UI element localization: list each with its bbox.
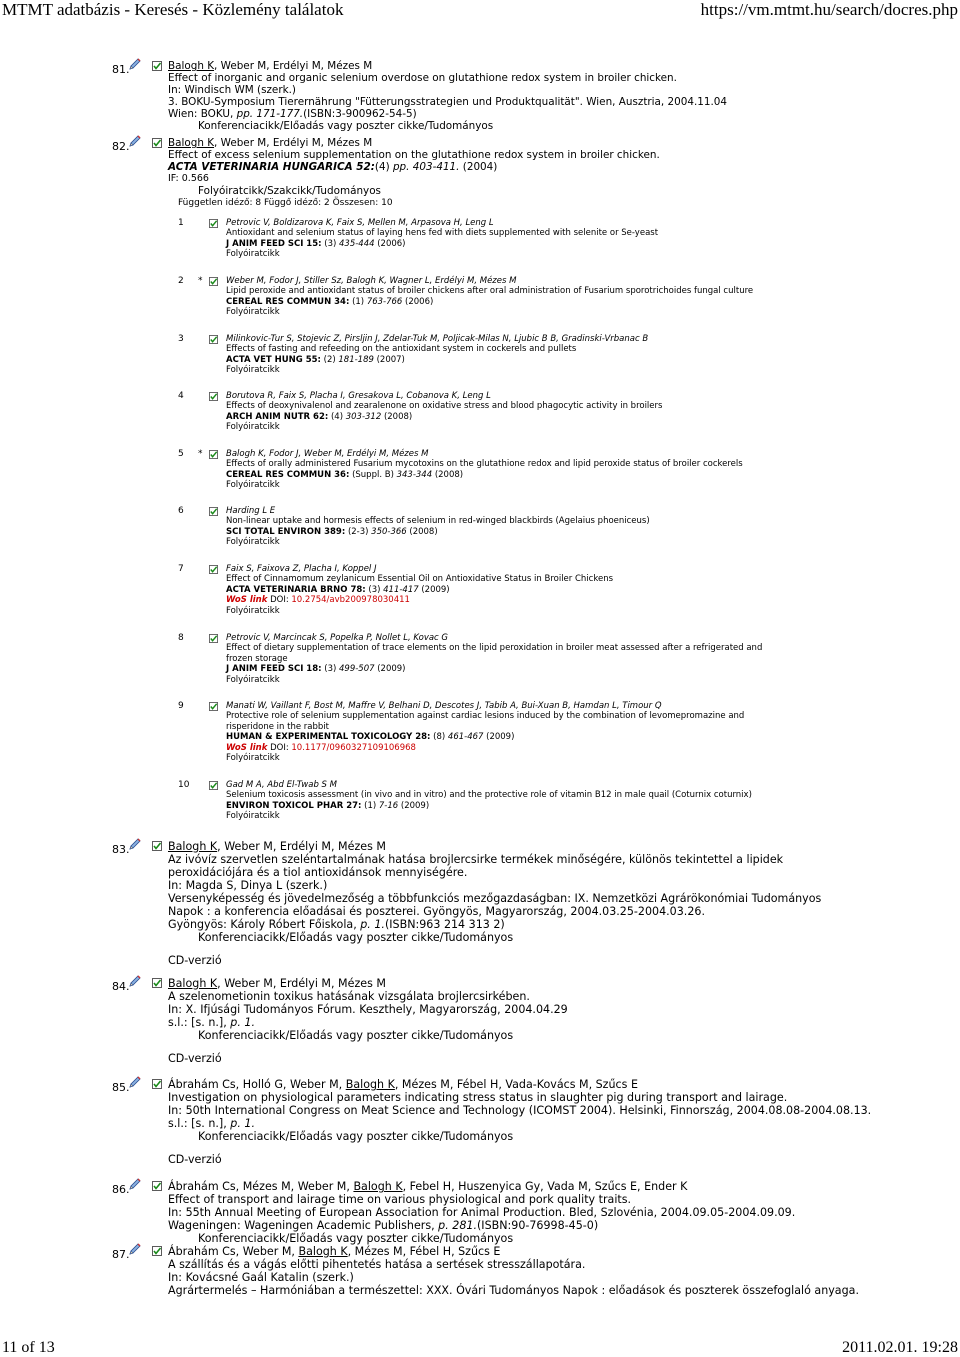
checked-box-icon[interactable] [152, 1181, 162, 1191]
publication-entry [112, 60, 847, 135]
citation-item [178, 701, 768, 776]
citation-journal: J ANIM FEED SCI 15: (3) 435-444 (2006) [226, 238, 406, 249]
citation-journal: CEREAL RES COMMUN 36: (Suppl. B) 343-344 (2008) [226, 469, 464, 480]
citation-authors: Faix S, Faixova Z, Placha I, Koppel J [226, 564, 377, 574]
citation-title: Non-linear uptake and hormesis effects of selenium in red-winged blackbirds (Agelaius phoeniceus) [226, 516, 650, 527]
entry-conference: In: 50th International Congress on Meat Science and Technology (ICOMST 2004). Helsinki, Finnország, 2004.08.08-2004.08.13. [168, 1104, 872, 1117]
entry-conference: Agrártermelés – Harmóniában a természettel: XXX. Óvári Tudományos Napok : előadások és poszterek összefoglaló anyaga. [168, 1284, 859, 1297]
entry-publisher: Wien: BOKU, pp. 171-177.(ISBN:3-900962-54-5) [168, 108, 417, 120]
entry-authors: Balogh K, Weber M, Erdélyi M, Mézes M [168, 60, 373, 72]
citation-journal: CEREAL RES COMMUN 34: (1) 763-766 (2006) [226, 296, 434, 307]
impact-factor: IF: 0.566 [168, 173, 209, 184]
author-link[interactable]: Balogh K [168, 60, 215, 72]
entry-number: 86. [112, 1183, 130, 1196]
entry-title: A szállítás és a vágás előtti pihentetés hatása a sertések stresszállapotára. [168, 1258, 586, 1271]
publication-entry [112, 1245, 859, 1297]
entry-number: 85. [112, 1081, 130, 1094]
citation-number: 2 [178, 276, 184, 286]
entry-title: Investigation on physiological parameters indicating stress status in slaughter pig during transport and lairage. [168, 1091, 788, 1104]
print-datetime: 2011.02.01. 19:28 [842, 1339, 958, 1356]
entry-type: Konferenciacikk/Előadás vagy poszter cikke/Tudományos [198, 1029, 514, 1042]
cd-version: CD-verzió [168, 1052, 222, 1065]
entry-title: Effect of inorganic and organic selenium overdose on glutathione redox system in broiler chicken. [168, 72, 677, 84]
checked-box-icon[interactable] [209, 507, 218, 516]
citation-item [178, 564, 768, 626]
checked-box-icon[interactable] [209, 277, 218, 286]
entry-publisher: Wageningen: Wageningen Academic Publishers, p. 281.(ISBN:90-76998-45-0) [168, 1219, 599, 1232]
entry-publisher: Gyöngyös: Károly Róbert Főiskola, p. 1.(ISBN:963 214 313 2) [168, 918, 505, 931]
author-link[interactable]: Balogh K [168, 977, 218, 990]
citation-authors: Petrovic V, Boldizarova K, Faix S, Mellen M, Arpasova H, Leng L [226, 218, 494, 228]
entry-journal: ACTA VETERINARIA HUNGARICA 52:(4) pp. 403-411. (2004) [168, 161, 498, 173]
entry-authors: Balogh K, Weber M, Erdélyi M, Mézes M [168, 977, 386, 990]
citation-number: 1 [178, 218, 184, 228]
citation-authors: Petrovic V, Marcincak S, Popelka P, Nollet L, Kovac G [226, 633, 449, 643]
entry-editor: In: Windisch WM (szerk.) [168, 84, 296, 96]
wos-link[interactable]: WoS link [226, 742, 268, 753]
entry-publisher: s.l.: [s. n.], p. 1. [168, 1016, 255, 1029]
checked-box-icon[interactable] [209, 702, 218, 711]
pencil-icon[interactable] [128, 57, 142, 71]
checked-box-icon[interactable] [152, 1246, 162, 1256]
publication-entry [112, 840, 847, 970]
entry-type: Konferenciacikk/Előadás vagy poszter cikke/Tudományos [198, 1130, 514, 1143]
citation-title: Selenium toxicosis assessment (in vivo and in vitro) and the protective role of vitamin B12 in male quail (Coturnix coturnix) [226, 790, 752, 801]
citation-item [178, 780, 768, 832]
entry-number: 87. [112, 1248, 130, 1261]
entry-type: Folyóiratcikk/Szakcikk/Tudományos [198, 185, 381, 197]
citation-title: Protective role of selenium supplementation against cardiac lesions induced by the combination of levomepromazine and risperidone in the rabbit [226, 711, 745, 732]
checked-box-icon[interactable] [152, 138, 162, 148]
author-link[interactable]: Balogh K [168, 840, 218, 853]
entry-authors: Ábrahám Cs, Holló G, Weber M, Balogh K, Mézes M, Fébel H, Vada-Kovács M, Szűcs E [168, 1078, 638, 1091]
citation-authors: Gad M A, Abd El-Twab S M [226, 780, 337, 790]
citation-item [178, 334, 768, 386]
citation-journal: ACTA VET HUNG 55: (2) 181-189 (2007) [226, 354, 405, 365]
citation-type: Folyóiratcikk [226, 674, 280, 685]
citation-title: Effect of dietary supplementation of trace elements on the lipid peroxidation in broiler meat assessed after a refrigerated and frozen storage [226, 643, 763, 664]
citation-type: Folyóiratcikk [226, 307, 280, 318]
citation-type: Folyóiratcikk [226, 753, 280, 764]
citation-journal: HUMAN & EXPERIMENTAL TOXICOLOGY 28: (8) 461-467 (2009) [226, 732, 515, 743]
citation-number: 10 [178, 780, 190, 790]
citation-title: Effect of Cinnamomum zeylanicum Essential Oil on Antioxidative Status in Broiler Chickens [226, 574, 614, 585]
wos-line [226, 595, 768, 605]
author-link[interactable]: Balogh K [168, 137, 215, 149]
citation-authors: Balogh K, Fodor J, Weber M, Erdélyi M, Mézes M [226, 449, 429, 459]
citation-stats: Független idéző: 8 Függő idéző: 2 Összesen: 10 [178, 198, 393, 208]
wos-line [226, 743, 768, 753]
checked-box-icon[interactable] [209, 781, 218, 790]
entry-number: 83. [112, 843, 130, 856]
checked-box-icon[interactable] [209, 392, 218, 401]
entry-conference: Versenyképesség és jövedelmezőség a többfunkciós mezőgazdaságban: IX. Nemzetközi Agrárökonómiai Tudományos Napok : a konferencia előadásai és poszterei. Gyöngyös, Magyarország, 2004.03.25-2004.03.26. [168, 892, 822, 918]
entry-editor: In: Magda S, Dinya L (szerk.) [168, 879, 328, 892]
checked-box-icon[interactable] [152, 61, 162, 71]
citation-type: Folyóiratcikk [226, 480, 280, 491]
entry-conference: In: 55th Annual Meeting of European Association for Animal Production. Bled, Szlovénia, 2004.09.05-2004.09.09. [168, 1206, 796, 1219]
checked-box-icon[interactable] [152, 841, 162, 851]
doi-label: DOI: [270, 595, 289, 606]
citation-item [178, 276, 768, 328]
citation-item [178, 391, 768, 443]
citation-number: 7 [178, 564, 184, 574]
citation-journal: ACTA VETERINARIA BRNO 78: (3) 411-417 (2009) [226, 584, 450, 595]
publication-entry [112, 1180, 847, 1244]
page-counter: 11 of 13 [2, 1339, 55, 1356]
print-header [2, 0, 958, 22]
entry-publisher: s.l.: [s. n.], p. 1. [168, 1117, 255, 1130]
entry-authors: Ábrahám Cs, Mézes M, Weber M, Balogh K, Febel H, Huszenyica Gy, Vada M, Szűcs E, Ender K [168, 1180, 688, 1193]
citation-title: Antioxidant and selenium status of laying hens fed with diets supplemented with selenite or Se-yeast [226, 228, 659, 239]
checked-box-icon[interactable] [209, 565, 218, 574]
dependent-citation-marker: * [198, 276, 203, 286]
citation-authors: Harding L E [226, 506, 276, 516]
author-link[interactable]: Balogh K [353, 1180, 403, 1193]
pencil-icon[interactable] [128, 1177, 142, 1191]
author-link[interactable]: Balogh K [345, 1078, 395, 1091]
citation-type: Folyóiratcikk [226, 811, 280, 822]
checked-box-icon[interactable] [209, 335, 218, 344]
citation-title: Effects of orally administered Fusarium mycotoxins on the glutathione redox and lipid peroxide status of broiler cockerels [226, 459, 743, 470]
page-title: MTMT adatbázis - Keresés - Közlemény találatok [2, 0, 344, 19]
entry-authors: Ábrahám Cs, Weber M, Balogh K, Mézes M, Fébel H, Szűcs E [168, 1245, 501, 1258]
citation-number: 5 [178, 449, 184, 459]
publication-entry [112, 137, 847, 207]
entry-title: A szelenometionin toxikus hatásának vizsgálata brojlercsirkében. [168, 990, 530, 1003]
publication-entry [112, 977, 847, 1072]
pencil-icon[interactable] [128, 1242, 142, 1256]
cd-version: CD-verzió [168, 1153, 222, 1166]
citation-authors: Weber M, Fodor J, Stiller Sz, Balogh K, Wagner L, Erdélyi M, Mézes M [226, 276, 517, 286]
pencil-icon[interactable] [128, 974, 142, 988]
citation-number: 9 [178, 701, 184, 711]
doi-label: DOI: [270, 742, 289, 753]
citation-item [178, 218, 768, 270]
citation-title: Effects of deoxynivalenol and zearalenone on oxidative stress and blood phagocytic activity in broilers [226, 401, 663, 412]
citation-number: 8 [178, 633, 184, 643]
citation-item [178, 506, 768, 558]
entry-type: Konferenciacikk/Előadás vagy poszter cikke/Tudományos [198, 120, 494, 132]
entry-number: 82. [112, 140, 130, 153]
print-footer [2, 1339, 958, 1357]
entry-title: Effect of excess selenium supplementation on the glutathione redox system in broiler chicken. [168, 149, 660, 161]
entry-number: 84. [112, 980, 130, 993]
checked-box-icon[interactable] [209, 450, 218, 459]
checked-box-icon[interactable] [152, 1079, 162, 1089]
entry-conference: 3. BOKU-Symposium Tierernährung "Fütterungsstrategien und Produktqualität". Wien, Ausztria, 2004.11.04 [168, 96, 728, 108]
entry-conference: In: X. Ifjúsági Tudományos Fórum. Keszthely, Magyarország, 2004.04.29 [168, 1003, 568, 1016]
citation-item [178, 633, 768, 695]
citation-journal: SCI TOTAL ENVIRON 389: (2-3) 350-366 (2008) [226, 526, 438, 537]
pencil-icon[interactable] [128, 134, 142, 148]
citation-number: 6 [178, 506, 184, 516]
citation-authors: Borutova R, Faix S, Placha I, Gresakova L, Cobanova K, Leng L [226, 391, 491, 401]
citation-number: 3 [178, 334, 184, 344]
entry-authors: Balogh K, Weber M, Erdélyi M, Mézes M [168, 840, 386, 853]
citation-type: Folyóiratcikk [226, 605, 280, 616]
doi-link[interactable]: 10.1177/0960327109106968 [291, 742, 416, 753]
pencil-icon[interactable] [128, 837, 142, 851]
entry-number: 81. [112, 63, 130, 76]
page-url: https://vm.mtmt.hu/search/docres.php [700, 0, 958, 19]
doi-link[interactable]: 10.2754/avb200978030411 [291, 595, 410, 606]
citation-type: Folyóiratcikk [226, 249, 280, 260]
cd-version: CD-verzió [168, 954, 222, 967]
citation-number: 4 [178, 391, 184, 401]
checked-box-icon[interactable] [209, 634, 218, 643]
citation-authors: Manati W, Vaillant F, Bost M, Maffre V, Belhani D, Descotes J, Tabib A, Bui-Xuan B, Hamdan L, Timour Q [226, 701, 662, 711]
author-link[interactable]: Balogh K [298, 1245, 348, 1258]
citation-title: Effects of fasting and refeeding on the antioxidant system in cockerels and pullets [226, 344, 577, 355]
entry-title: Az ivóvíz szervetlen szeléntartalmának hatása brojlercsirke termékek minőségére, különös tekintettel a lipidek peroxidációjára és a tiol antioxidánsok mennyiségére. [168, 853, 784, 879]
citation-journal: ENVIRON TOXICOL PHAR 27: (1) 7-16 (2009) [226, 800, 430, 811]
dependent-citation-marker: * [198, 449, 203, 459]
citation-item [178, 449, 768, 501]
citation-type: Folyóiratcikk [226, 422, 280, 433]
wos-link[interactable]: WoS link [226, 595, 268, 606]
entry-type: Konferenciacikk/Előadás vagy poszter cikke/Tudományos [198, 1232, 514, 1245]
citation-journal: J ANIM FEED SCI 18: (3) 499-507 (2009) [226, 664, 406, 675]
citation-authors: Milinkovic-Tur S, Stojevic Z, Pirsljin J, Zdelar-Tuk M, Poljicak-Milas N, Ljubic B B, Gradinski-Vrbanac B [226, 334, 649, 344]
entry-title: Effect of transport and lairage time on various physiological and pork quality traits. [168, 1193, 632, 1206]
entry-type: Konferenciacikk/Előadás vagy poszter cikke/Tudományos [198, 931, 514, 944]
checked-box-icon[interactable] [209, 219, 218, 228]
citation-type: Folyóiratcikk [226, 365, 280, 376]
entry-editor: In: Kovácsné Gaál Katalin (szerk.) [168, 1271, 354, 1284]
citation-journal: ARCH ANIM NUTR 62: (4) 303-312 (2008) [226, 411, 413, 422]
publication-entry [112, 1078, 872, 1173]
entry-authors: Balogh K, Weber M, Erdélyi M, Mézes M [168, 137, 373, 149]
citation-title: Lipid peroxide and antioxidant status of broiler chickens after oral administration of Fusarium sporotrichoides fungal culture [226, 286, 754, 297]
pencil-icon[interactable] [128, 1075, 142, 1089]
checked-box-icon[interactable] [152, 978, 162, 988]
citation-type: Folyóiratcikk [226, 537, 280, 548]
